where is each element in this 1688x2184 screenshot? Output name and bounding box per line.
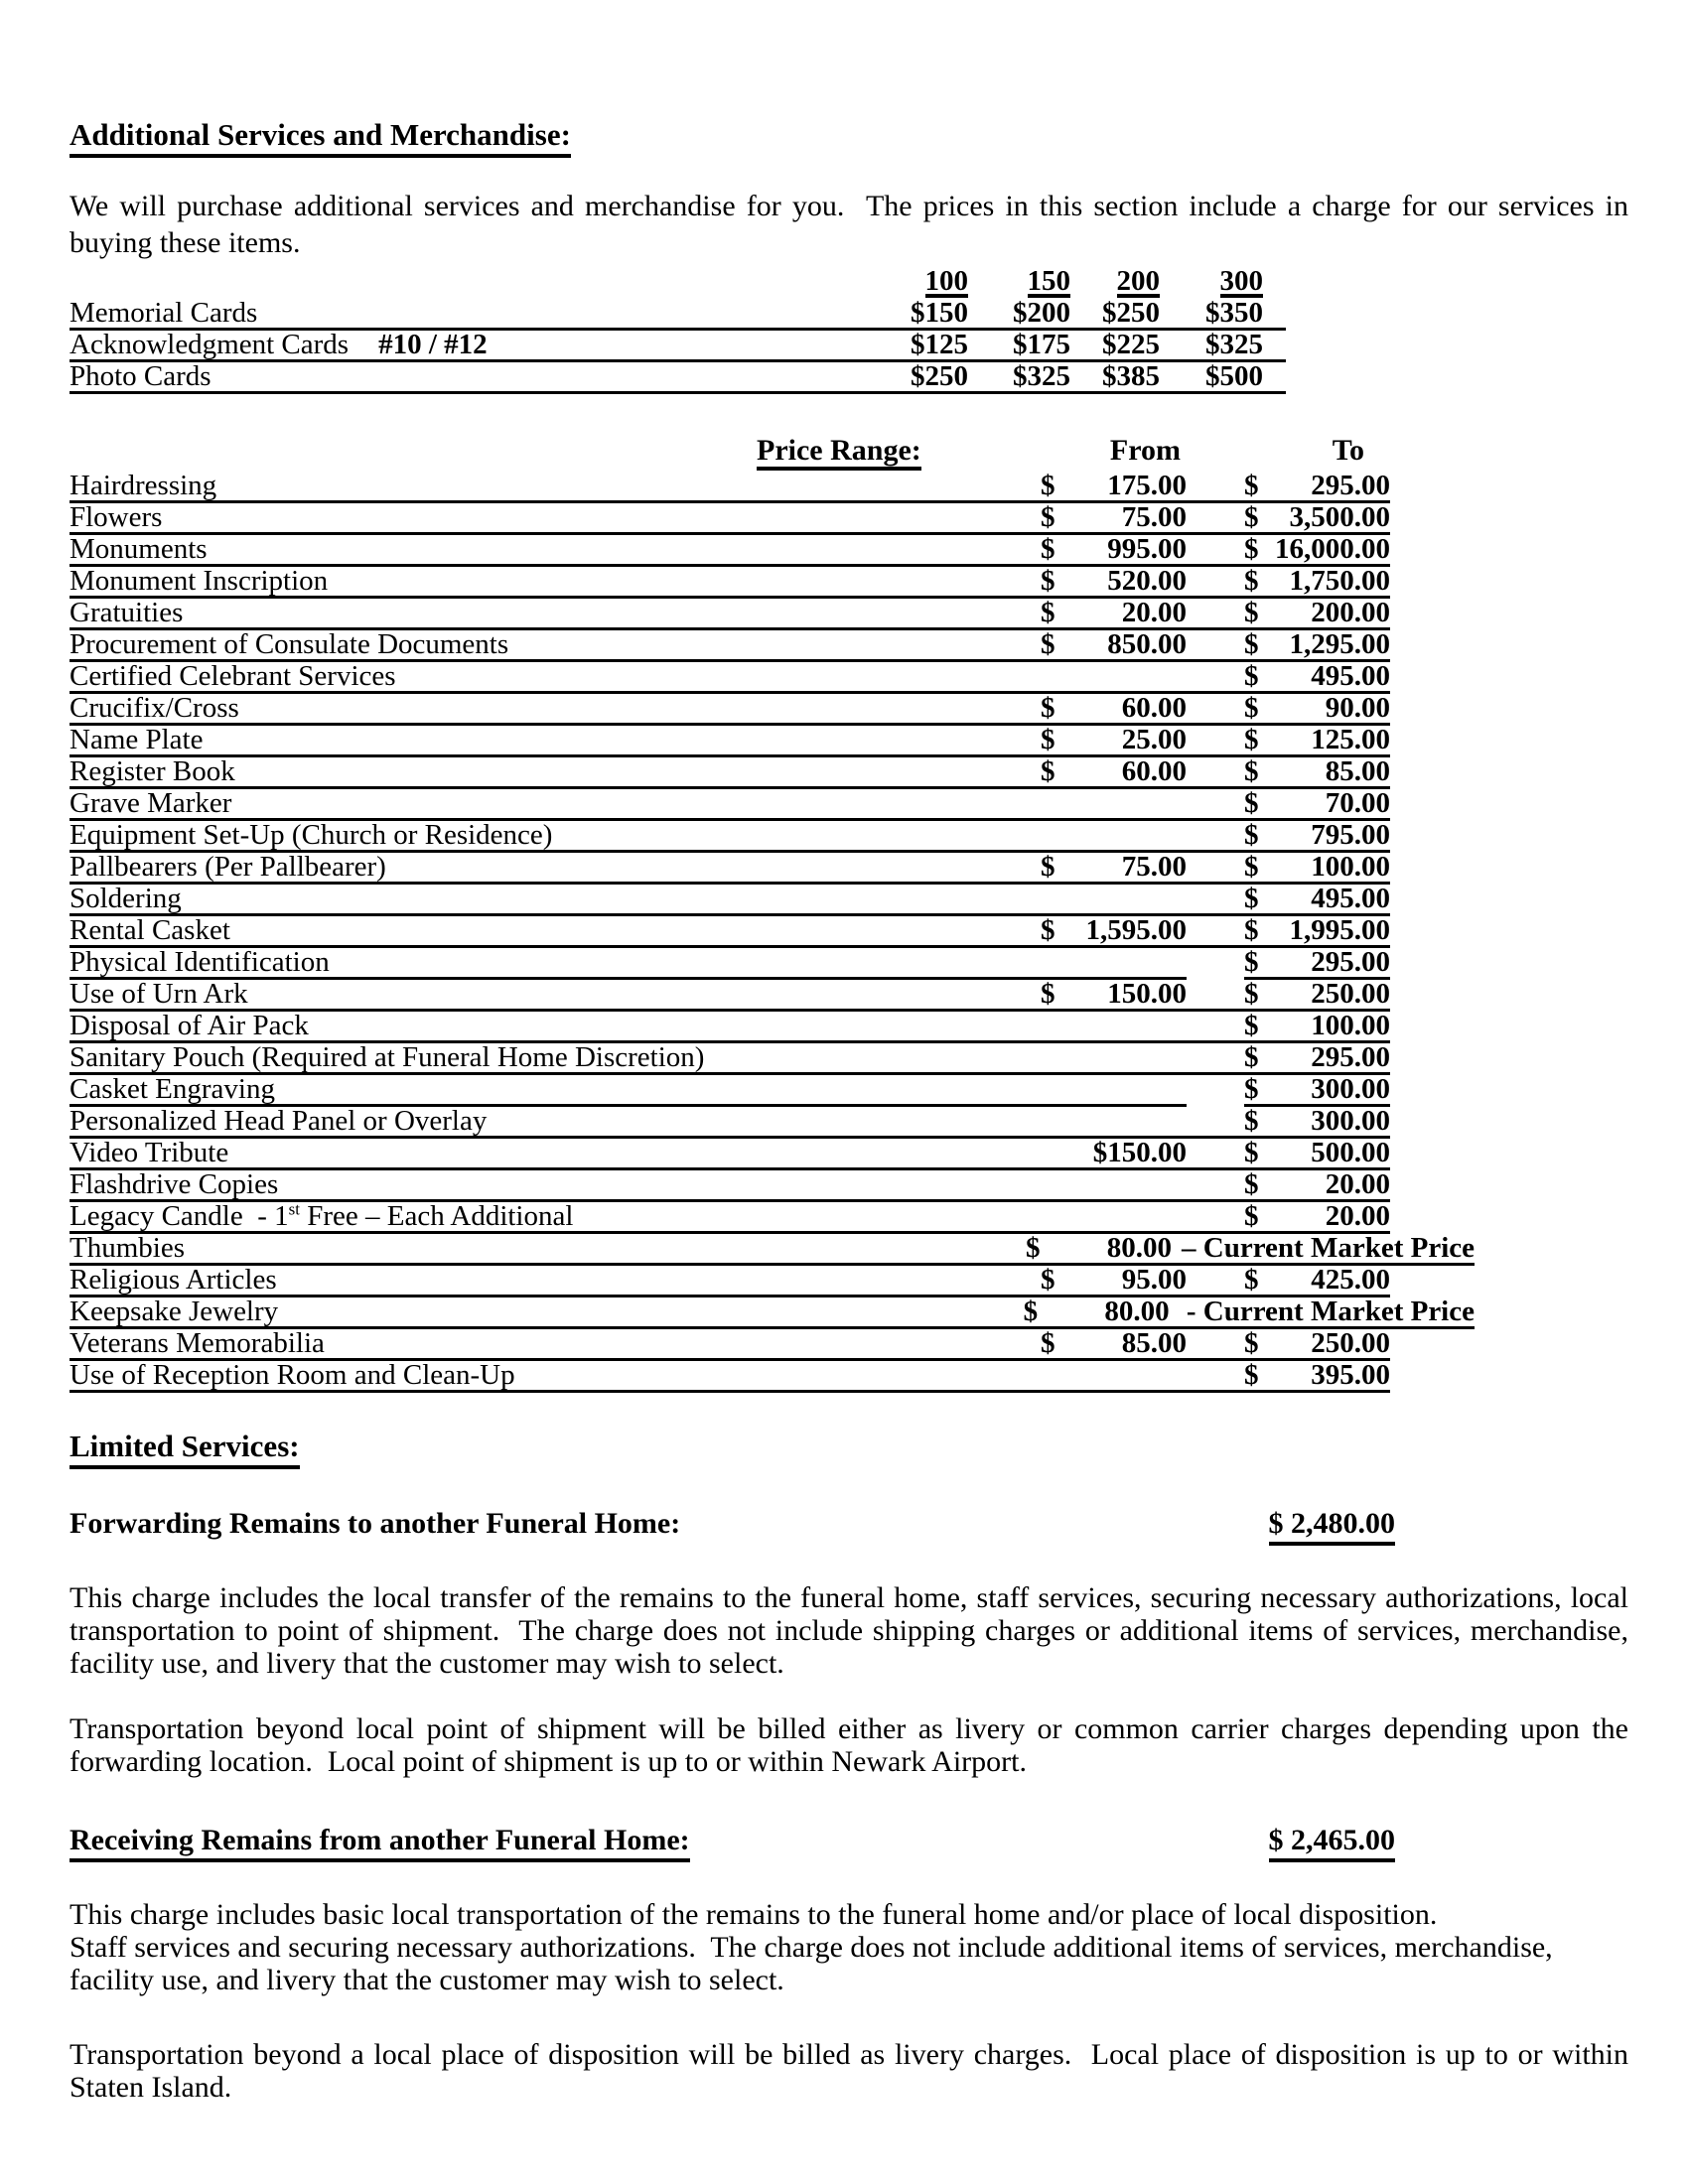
card-price-qty-100: $125 xyxy=(911,329,968,360)
price-range-item-label xyxy=(70,757,1041,786)
from-amount: 80.00 xyxy=(1106,1232,1173,1264)
from-price-cell xyxy=(1041,1361,1187,1390)
from-dollar-sign: $ xyxy=(1041,501,1055,533)
item-name: Equipment Set-Up (Church or Residence) xyxy=(70,819,553,851)
from-price-cell xyxy=(1041,694,1187,723)
to-price-cell xyxy=(1244,1075,1390,1107)
price-range-row xyxy=(70,1297,1475,1329)
to-amount: 250.00 xyxy=(1311,1327,1390,1359)
price-range-item-label xyxy=(70,1075,1041,1107)
from-price-cell xyxy=(1041,1202,1187,1231)
to-price-cell xyxy=(1244,472,1390,500)
to-amount: 3,500.00 xyxy=(1289,501,1390,533)
to-dollar-sign: $ xyxy=(1244,978,1259,1010)
from-amount: 25.00 xyxy=(1121,724,1187,755)
from-price-cell xyxy=(1041,726,1187,754)
from-price-cell xyxy=(1041,980,1187,1009)
from-price-cell xyxy=(1041,1329,1187,1358)
price-range-item-label xyxy=(70,1170,1041,1199)
from-dollar-sign: $ xyxy=(1041,1327,1055,1359)
item-name: Physical Identification xyxy=(70,946,330,978)
to-price-cell xyxy=(1244,567,1390,596)
to-dollar-sign: $ xyxy=(1244,1359,1259,1391)
item-name: Flashdrive Copies xyxy=(70,1168,279,1200)
price-range-row xyxy=(70,1266,1390,1297)
card-item-name: Acknowledgment Cards xyxy=(70,329,350,360)
price-range-row xyxy=(70,821,1390,853)
from-price-cell xyxy=(1024,1297,1170,1326)
price-range-row xyxy=(70,1234,1475,1266)
price-range-title: Price Range: xyxy=(757,436,921,471)
receiving-paragraph-2: Transportation beyond a local place of disposition will be billed as livery charges. Local place of disposition is up to or within Staten Island. xyxy=(70,2038,1636,2104)
from-price-cell xyxy=(1041,1139,1187,1167)
item-name: Use of Reception Room and Clean-Up xyxy=(70,1359,515,1391)
to-price-cell xyxy=(1244,853,1390,882)
to-dollar-sign: $ xyxy=(1244,660,1259,692)
from-price-cell xyxy=(1041,1075,1187,1107)
item-name: Keepsake Jewelry xyxy=(70,1296,279,1327)
from-price-cell xyxy=(1041,535,1187,564)
price-range-item-label xyxy=(70,599,1041,627)
from-price-cell xyxy=(1041,948,1187,980)
card-row-label xyxy=(70,299,879,328)
to-dollar-sign: $ xyxy=(1244,819,1259,851)
price-range-item-label xyxy=(70,535,1041,564)
receiving-line-2: Staff services and securing necessary authorizations. The charge does not include additional items of services, merchandise, xyxy=(70,1931,1553,1964)
from-price-cell xyxy=(1041,757,1187,786)
from-amount: 520.00 xyxy=(1107,565,1187,597)
from-price-cell xyxy=(1041,853,1187,882)
to-amount: 90.00 xyxy=(1325,692,1390,724)
from-dollar-sign: $ xyxy=(1041,628,1055,660)
cards-header-spacer xyxy=(70,267,879,299)
item-name: Flowers xyxy=(70,501,163,533)
price-range-row xyxy=(70,630,1390,662)
additional-services-heading-row xyxy=(70,117,1628,158)
to-price-cell xyxy=(1244,726,1390,754)
from-amount: 175.00 xyxy=(1107,470,1187,501)
to-price-cell xyxy=(1244,630,1390,659)
forwarding-paragraph-2: Transportation beyond local point of shipment will be billed either as livery or common carrier charges depending upon the forwarding location. Local point of shipment is up to or within Newark Airport. xyxy=(70,1712,1636,1778)
to-amount: 200.00 xyxy=(1311,597,1390,628)
from-price-cell xyxy=(1041,567,1187,596)
from-price-cell xyxy=(1041,1043,1187,1072)
from-amount: 60.00 xyxy=(1121,692,1187,724)
item-name: Video Tribute xyxy=(70,1137,229,1168)
to-amount: 495.00 xyxy=(1311,660,1390,692)
price-range-item-label xyxy=(70,503,1041,532)
card-item-name: Photo Cards xyxy=(70,360,211,392)
item-name: Casket Engraving xyxy=(70,1073,275,1105)
item-name: Crucifix/Cross xyxy=(70,692,239,724)
to-dollar-sign: $ xyxy=(1244,1264,1259,1296)
price-range-item-label xyxy=(70,662,1041,691)
price-range-item-label xyxy=(70,1199,1041,1232)
from-dollar-sign: $ xyxy=(1041,1264,1055,1296)
from-price-cell xyxy=(1041,599,1187,627)
to-amount: 250.00 xyxy=(1311,978,1390,1010)
to-dollar-sign: $ xyxy=(1244,628,1259,660)
from-price-cell xyxy=(1041,885,1187,913)
card-price-row xyxy=(70,299,1286,331)
to-amount: 1,295.00 xyxy=(1289,628,1390,660)
from-price-cell xyxy=(1041,821,1187,850)
from-price-cell xyxy=(1041,662,1187,691)
card-price-qty-150: $325 xyxy=(1013,360,1070,392)
price-range-item-label xyxy=(70,1139,1041,1167)
from-dollar-sign: $ xyxy=(1041,851,1055,883)
quantity-header-300: 300 xyxy=(1219,265,1263,297)
receiving-remains-heading: Receiving Remains from another Funeral Home: xyxy=(70,1824,690,1862)
to-dollar-sign: $ xyxy=(1244,1073,1259,1105)
receiving-paragraph-1 xyxy=(70,1898,1628,1996)
to-amount: 300.00 xyxy=(1311,1105,1390,1137)
item-name: Religious Articles xyxy=(70,1264,277,1296)
card-rows-container xyxy=(70,299,1628,394)
to-amount: 100.00 xyxy=(1311,851,1390,883)
to-dollar-sign: $ xyxy=(1244,1041,1259,1073)
to-amount: 495.00 xyxy=(1311,883,1390,914)
to-price-cell xyxy=(1244,1012,1390,1040)
card-item-name: Memorial Cards xyxy=(70,297,258,329)
to-dollar-sign: $ xyxy=(1244,883,1259,914)
card-envelope-note: #10 / #12 xyxy=(378,329,488,360)
cards-quantity-header-row xyxy=(70,267,1286,299)
price-range-item-label xyxy=(70,853,1041,882)
item-name: Use of Urn Ark xyxy=(70,978,248,1010)
forwarding-remains-heading: Forwarding Remains to another Funeral Home: xyxy=(70,1507,681,1540)
to-dollar-sign: $ xyxy=(1244,1327,1259,1359)
price-range-row xyxy=(70,853,1390,885)
card-price-qty-300: $350 xyxy=(1205,297,1263,329)
to-dollar-sign: $ xyxy=(1244,501,1259,533)
receiving-remains-row xyxy=(70,1824,1628,1862)
from-amount: 60.00 xyxy=(1121,755,1187,787)
forwarding-remains-row xyxy=(70,1507,1628,1546)
to-amount: 125.00 xyxy=(1311,724,1390,755)
to-dollar-sign: $ xyxy=(1244,692,1259,724)
price-range-row xyxy=(70,535,1390,567)
item-name: Name Plate xyxy=(70,724,204,755)
price-range-item-label xyxy=(70,1266,1041,1295)
to-dollar-sign: $ xyxy=(1244,755,1259,787)
to-price-cell xyxy=(1244,1329,1390,1358)
to-dollar-sign: $ xyxy=(1244,946,1259,978)
from-dollar-sign: $ xyxy=(1041,755,1055,787)
card-row-label xyxy=(70,331,879,359)
price-range-header-row xyxy=(70,436,1390,472)
to-amount: 295.00 xyxy=(1311,1041,1390,1073)
item-name: Procurement of Consulate Documents xyxy=(70,628,509,660)
to-amount: 295.00 xyxy=(1311,946,1390,978)
to-price-cell xyxy=(1244,503,1390,532)
from-amount: $150.00 xyxy=(1092,1137,1187,1168)
market-price-note: – Current Market Price xyxy=(1182,1232,1475,1264)
to-amount: 20.00 xyxy=(1325,1200,1390,1232)
forwarding-remains-price: $ 2,480.00 xyxy=(1269,1507,1396,1546)
to-amount: 1,750.00 xyxy=(1289,565,1390,597)
item-name: Grave Marker xyxy=(70,787,232,819)
to-price-cell xyxy=(1244,535,1390,564)
price-range-row xyxy=(70,916,1390,948)
to-price-cell xyxy=(1244,1139,1390,1167)
item-name: Monuments xyxy=(70,533,208,565)
card-price-qty-200: $385 xyxy=(1102,360,1160,392)
from-amount: 1,595.00 xyxy=(1085,914,1187,946)
from-amount: 80.00 xyxy=(1104,1296,1170,1327)
from-amount: 20.00 xyxy=(1121,597,1187,628)
price-range-row xyxy=(70,662,1390,694)
price-range-item-label xyxy=(70,1297,1024,1326)
from-amount: 75.00 xyxy=(1121,851,1187,883)
to-dollar-sign: $ xyxy=(1244,597,1259,628)
price-range-row xyxy=(70,472,1390,503)
item-name: Pallbearers (Per Pallbearer) xyxy=(70,851,386,883)
from-column-header: From xyxy=(1109,434,1181,467)
to-price-cell xyxy=(1244,980,1390,1009)
price-range-row xyxy=(70,885,1390,916)
to-dollar-sign: $ xyxy=(1244,1010,1259,1041)
price-range-item-label xyxy=(70,916,1041,945)
price-range-item-label xyxy=(70,789,1041,818)
from-price-cell xyxy=(1041,630,1187,659)
to-price-cell xyxy=(1244,599,1390,627)
price-range-item-label xyxy=(70,821,1041,850)
to-dollar-sign: $ xyxy=(1244,1137,1259,1168)
price-range-table xyxy=(70,436,1628,1393)
price-range-rows-container xyxy=(70,472,1628,1393)
price-range-item-label xyxy=(70,472,1041,500)
forwarding-paragraph-1: This charge includes the local transfer of the remains to the funeral home, staff services, securing necessary authorizations, local transportation to point of shipment. The charge does not include shipping charges or additional items of services, merchandise, facility use, and livery that the customer may wish to select. xyxy=(70,1581,1636,1680)
to-price-cell xyxy=(1244,1170,1390,1199)
to-dollar-sign: $ xyxy=(1244,470,1259,501)
from-dollar-sign: $ xyxy=(1026,1232,1041,1264)
to-amount: 500.00 xyxy=(1311,1137,1390,1168)
price-range-row xyxy=(70,1361,1390,1393)
card-price-qty-300: $500 xyxy=(1205,360,1263,392)
price-range-header-label-area xyxy=(70,436,1041,472)
item-name: Legacy Candle - 1 xyxy=(70,1200,289,1232)
price-range-row xyxy=(70,948,1390,980)
to-price-cell xyxy=(1244,821,1390,850)
to-amount: 295.00 xyxy=(1311,470,1390,501)
intro-paragraph: We will purchase additional services and merchandise for you. The prices in this section include a charge for our services in buying these items. xyxy=(70,190,1636,259)
to-amount: 70.00 xyxy=(1325,787,1390,819)
to-price-cell xyxy=(1244,885,1390,913)
to-price-cell xyxy=(1244,948,1390,980)
to-amount: 16,000.00 xyxy=(1275,533,1390,565)
from-price-cell xyxy=(1041,503,1187,532)
item-name-continued: Free – Each Additional xyxy=(299,1200,574,1232)
to-amount: 100.00 xyxy=(1311,1010,1390,1041)
item-name: Disposal of Air Pack xyxy=(70,1010,309,1041)
item-name: Veterans Memorabilia xyxy=(70,1327,325,1359)
to-dollar-sign: $ xyxy=(1244,1200,1259,1232)
to-amount: 395.00 xyxy=(1311,1359,1390,1391)
to-dollar-sign: $ xyxy=(1244,724,1259,755)
price-range-row xyxy=(70,726,1390,757)
to-amount: 300.00 xyxy=(1311,1073,1390,1105)
from-price-cell xyxy=(1041,1170,1187,1199)
price-range-row xyxy=(70,1107,1390,1139)
item-name-superscript: st xyxy=(288,1199,300,1219)
price-range-row xyxy=(70,789,1390,821)
price-range-item-label xyxy=(70,1043,1041,1072)
from-dollar-sign: $ xyxy=(1023,1296,1039,1327)
price-range-item-label xyxy=(70,726,1041,754)
from-amount: 95.00 xyxy=(1121,1264,1187,1296)
item-name: Personalized Head Panel or Overlay xyxy=(70,1105,488,1137)
from-price-cell xyxy=(1026,1234,1172,1263)
item-name: Thumbies xyxy=(70,1232,185,1264)
additional-services-title: Additional Services and Merchandise: xyxy=(70,117,571,158)
price-range-item-label xyxy=(70,630,1041,659)
to-price-cell xyxy=(1244,1202,1390,1231)
card-price-qty-200: $250 xyxy=(1102,297,1160,329)
from-dollar-sign: $ xyxy=(1041,914,1055,946)
card-price-qty-100: $250 xyxy=(911,360,968,392)
quantity-header-100: 100 xyxy=(924,265,968,297)
price-range-row xyxy=(70,1199,1390,1234)
card-price-qty-150: $175 xyxy=(1013,329,1070,360)
from-dollar-sign: $ xyxy=(1041,692,1055,724)
price-range-row xyxy=(70,1170,1390,1202)
limited-services-title: Limited Services: xyxy=(70,1429,300,1469)
from-dollar-sign: $ xyxy=(1041,597,1055,628)
from-amount: 75.00 xyxy=(1121,501,1187,533)
receiving-remains-price: $ 2,465.00 xyxy=(1269,1824,1396,1862)
to-amount: 795.00 xyxy=(1311,819,1390,851)
item-name: Monument Inscription xyxy=(70,565,329,597)
to-price-cell xyxy=(1244,1043,1390,1072)
price-range-item-label xyxy=(70,1361,1041,1390)
to-dollar-sign: $ xyxy=(1244,787,1259,819)
from-dollar-sign: $ xyxy=(1041,565,1055,597)
item-name: Register Book xyxy=(70,755,235,787)
price-range-row xyxy=(70,1012,1390,1043)
to-amount: 1,995.00 xyxy=(1289,914,1390,946)
to-price-cell xyxy=(1244,1107,1390,1136)
receiving-line-3: facility use, and livery that the customer may wish to select. xyxy=(70,1964,784,1996)
from-price-cell xyxy=(1041,1107,1187,1136)
to-column-header: To xyxy=(1332,434,1364,467)
from-dollar-sign: $ xyxy=(1041,978,1055,1010)
price-range-item-label xyxy=(70,694,1041,723)
from-dollar-sign: $ xyxy=(1041,724,1055,755)
to-dollar-sign: $ xyxy=(1244,914,1259,946)
card-price-qty-150: $200 xyxy=(1013,297,1070,329)
card-price-qty-200: $225 xyxy=(1102,329,1160,360)
price-range-row xyxy=(70,503,1390,535)
from-price-cell xyxy=(1041,1266,1187,1295)
item-name: Sanitary Pouch (Required at Funeral Home Discretion) xyxy=(70,1041,705,1073)
price-range-row xyxy=(70,1139,1390,1170)
to-dollar-sign: $ xyxy=(1244,851,1259,883)
from-price-cell xyxy=(1041,1012,1187,1040)
market-price-note: - Current Market Price xyxy=(1179,1296,1475,1327)
price-range-item-label xyxy=(70,567,1041,596)
to-price-cell xyxy=(1244,662,1390,691)
from-price-cell xyxy=(1041,472,1187,500)
to-amount: 85.00 xyxy=(1325,755,1390,787)
card-row-label xyxy=(70,362,879,391)
item-name: Hairdressing xyxy=(70,470,217,501)
to-dollar-sign: $ xyxy=(1244,1105,1259,1137)
price-range-row xyxy=(70,567,1390,599)
price-range-row xyxy=(70,1043,1390,1075)
item-name: Gratuities xyxy=(70,597,184,628)
to-price-cell xyxy=(1244,757,1390,786)
card-price-row xyxy=(70,331,1286,362)
price-range-row xyxy=(70,980,1390,1012)
from-amount: 85.00 xyxy=(1121,1327,1187,1359)
cards-price-table xyxy=(70,267,1628,394)
item-name: Certified Celebrant Services xyxy=(70,660,396,692)
price-range-item-label xyxy=(70,948,1041,980)
price-range-row xyxy=(70,1329,1390,1361)
from-dollar-sign: $ xyxy=(1041,470,1055,501)
item-name: Soldering xyxy=(70,883,182,914)
card-price-qty-100: $150 xyxy=(911,297,968,329)
from-price-cell xyxy=(1041,789,1187,818)
quantity-header-200: 200 xyxy=(1116,265,1160,297)
from-amount: 150.00 xyxy=(1107,978,1187,1010)
to-dollar-sign: $ xyxy=(1244,533,1259,565)
from-price-cell xyxy=(1041,916,1187,945)
price-range-item-label xyxy=(70,980,1041,1009)
to-amount: 425.00 xyxy=(1311,1264,1390,1296)
price-range-item-label xyxy=(70,1012,1041,1040)
to-price-cell xyxy=(1244,694,1390,723)
price-range-row xyxy=(70,757,1390,789)
to-price-cell xyxy=(1244,789,1390,818)
price-range-item-label xyxy=(70,885,1041,913)
card-price-row xyxy=(70,362,1286,394)
receiving-line-1: This charge includes basic local transportation of the remains to the funeral home and/or place of local disposition. xyxy=(70,1898,1438,1931)
item-name: Rental Casket xyxy=(70,914,230,946)
from-amount: 995.00 xyxy=(1107,533,1187,565)
price-range-item-label xyxy=(70,1234,1026,1263)
to-price-cell xyxy=(1244,916,1390,945)
from-dollar-sign: $ xyxy=(1041,533,1055,565)
to-price-cell xyxy=(1244,1266,1390,1295)
price-range-row xyxy=(70,599,1390,630)
to-dollar-sign: $ xyxy=(1244,1168,1259,1200)
price-range-row xyxy=(70,1075,1390,1107)
to-amount: 20.00 xyxy=(1325,1168,1390,1200)
card-price-qty-300: $325 xyxy=(1205,329,1263,360)
limited-services-heading-row xyxy=(70,1429,1628,1469)
price-range-item-label xyxy=(70,1107,1041,1136)
to-price-cell xyxy=(1244,1361,1390,1390)
to-dollar-sign: $ xyxy=(1244,565,1259,597)
price-range-item-label xyxy=(70,1329,1041,1358)
from-amount: 850.00 xyxy=(1107,628,1187,660)
price-range-row xyxy=(70,694,1390,726)
quantity-header-150: 150 xyxy=(1027,265,1070,297)
